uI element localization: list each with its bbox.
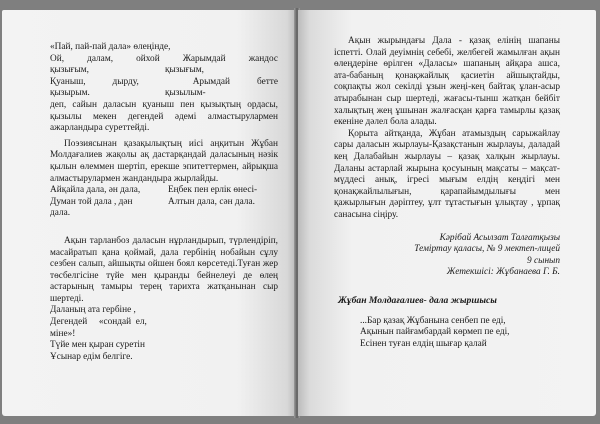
school-name: Теміртау қаласы, № 9 мектеп-лицей: [414, 244, 560, 255]
verse-word: Ой,: [50, 53, 65, 64]
verse-word: қызығым,: [50, 65, 89, 76]
section-heading: Жұбан Молдағалиев- дала жыршысы: [338, 294, 497, 306]
supervisor: Жетекшісі: Жұбанаева Г. Б.: [446, 267, 560, 278]
verse-1-line-2: [50, 65, 278, 77]
verse-3-line: Дегендей «сондай ел,: [50, 317, 147, 328]
paragraph-3: Ақын тарланбоз даласын нұрландырып, түрлендіріп, масайратып қана қоймай, дала гербінің нобайын сұлу сезбен салып, айшықты ойшен боял көрсетеді.Туған жер төсбелгісіне түйе мен қыранды бейнелеуі де өлең астарының тамыры терең тарихта жатқанынан сыр шертеді.: [50, 235, 278, 304]
verse-word: қызылым-: [165, 88, 206, 99]
verse-3-line: Түйе мен қыран суретін: [50, 340, 145, 351]
verse-3-line: Ұсынар едім белгіге.: [50, 351, 133, 362]
verse-1: [50, 54, 278, 100]
poem-line: ...Бар қазақ Жұбанына сенбеп пе еді,: [360, 315, 506, 326]
verse-word: дырду,: [112, 76, 139, 87]
grade: 9 сынып: [527, 255, 560, 266]
paragraph-1: деп, сайын даласын қуаныш пен қызықтың ордасы, қызылы мекен дегендей әдемі алмастырулармен ажарландыра суреттейді.: [50, 99, 278, 134]
verse-line: дала.: [50, 208, 71, 219]
verse-line: Думан той дала , дән: [50, 196, 133, 207]
verse-line: Алтын дала, сән дала.: [168, 196, 255, 207]
verse-word: жандос: [248, 53, 278, 64]
intro-line: «Пай, пай-пай дала» өлеңінде,: [50, 42, 171, 52]
verse-3: [50, 305, 278, 363]
verse-2-line-2: [50, 197, 278, 209]
author-name: Кәрібай Асылзат Талғатқызы: [439, 232, 560, 243]
right-paragraph-1: Ақын жырындағы Дала - қазақ елінің шапаны іспетті. Олай деуімнің себебі, желбегей жамылған ақын өлеңдеріне өрілген «Даласы» шапаның айқара ашса, ата-бабаның қонақжайлық қасиетін айшықтайды, соқпақты жол секілді ұзын жеңі-кең байтақ ұлан-асыр атырабынан сыр шертеді, жағасы-тынш жатқан бейбіт халықтың жең ұшынан жалғасқан қарға тамырлы қазақ екеніне дәлел бола алады.: [334, 36, 560, 128]
verse-3-line: Даланың ата гербіне ,: [50, 305, 136, 316]
verse-word: ойхой: [136, 53, 160, 64]
verse-3-line: міне»!: [50, 328, 76, 339]
verse-2-line-1: [50, 185, 278, 197]
verse-1-line-3: [50, 77, 278, 89]
left-page: [2, 10, 296, 416]
verse-word: қызығым,: [165, 65, 204, 76]
right-paragraph-2: Қорыта айтқанда, Жұбан атамыздың сарыжайлау сары даласын жырлауы-Қазақстанын жырлауы, даладай кең Далабайын жырлауы – қазақ халқын жырлауы. Даланы астарлай жырына қосуының мақсаты – мақсат-мүддесі анық, ігресі мығым елдің кеңдігі мен қонақжайлылығын, қарапайымдылығы мен қажырлығын дәріптеу, ұлт тұтастығын ұлықтау , ұрпақ санасына сіңіру.: [334, 128, 560, 220]
verse-line: Айқайла дала, ән дала,: [50, 185, 141, 196]
verse-2-line-3: [50, 208, 278, 220]
verse-2: [50, 185, 278, 220]
poem-line: Есінен туған елдің шығар қалай: [360, 339, 487, 350]
verse-word: Арымдай: [192, 76, 231, 87]
paragraph-2: Поэзиясынан қазақылықтың иісі аңқитын Жұбан Молдағалиев жақолы ақ дастарқандай даласының нәзік қылын өлеммен шертіп, ерекше эпитеттермен, айрықша алмастырулармен жандандыра жырлайды.: [50, 138, 278, 184]
verse-word: далам,: [87, 53, 114, 64]
verse-word: бетте: [256, 76, 278, 87]
verse-word: қызырым.: [50, 88, 90, 99]
right-page: [298, 10, 596, 416]
poem-line: Ақынын пайғамбардай көрмеп пе еді,: [360, 327, 510, 338]
verse-word: Жарымдай: [182, 53, 226, 64]
verse-line: Еңбек пен ерлік өнесі-: [168, 185, 258, 196]
poem: [334, 316, 560, 351]
verse-1-line-4: [50, 88, 278, 100]
verse-word: Қуаныш,: [50, 76, 86, 87]
verse-1-line-1: [50, 54, 278, 66]
